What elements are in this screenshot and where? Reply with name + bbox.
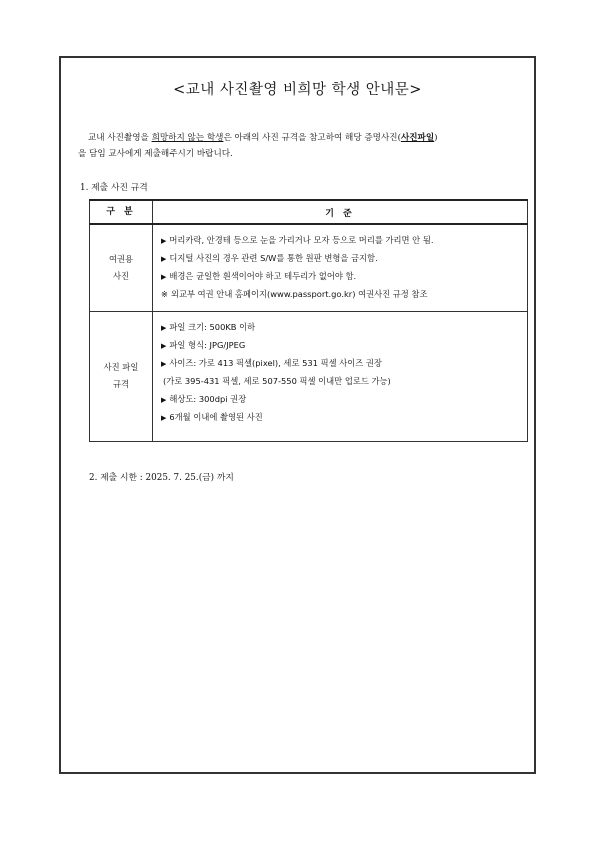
section-1-heading: 1. 제출 사진 규격 xyxy=(80,183,148,193)
criteria-text: 사이즈: 가로 413 픽셀(pixel), 세로 531 픽셀 사이즈 권장 xyxy=(169,357,382,368)
row-category-passport xyxy=(90,224,153,311)
intro-text-suffix: ) xyxy=(434,133,438,143)
intro-line-1 xyxy=(78,130,520,146)
triangle-bullet-icon: ▶ xyxy=(161,323,167,332)
intro-bold-text: 사진파일 xyxy=(400,133,435,143)
criteria-text: 파일 형식: JPG/JPEG xyxy=(169,339,246,350)
triangle-bullet-icon: ▶ xyxy=(161,255,167,263)
criteria-text: 파일 크기: 500KB 이하 xyxy=(169,321,256,332)
criteria-text: 디지털 사진의 경우 관련 S/W를 통한 원판 변형을 금지함. xyxy=(169,253,378,263)
photo-spec-table xyxy=(89,199,528,442)
criteria-item xyxy=(161,231,527,249)
criteria-text: 6개월 이내에 촬영된 사진 xyxy=(169,411,263,422)
triangle-bullet-icon: ▶ xyxy=(161,341,167,350)
reference-mark-icon: ※ xyxy=(161,289,168,299)
criteria-subnote xyxy=(161,372,527,390)
category-line: 사진 파일 xyxy=(103,362,139,372)
criteria-item xyxy=(161,267,527,285)
intro-paragraph xyxy=(78,130,520,162)
criteria-item xyxy=(161,249,527,267)
criteria-text: 해상도: 300dpi 권장 xyxy=(169,393,247,404)
document-title: <교내 사진촬영 비희망 학생 안내문> xyxy=(173,82,422,98)
category-line: 사진 xyxy=(112,270,130,281)
intro-text-prefix: 교내 사진촬영을 xyxy=(88,133,152,143)
row-criteria-passport xyxy=(153,224,528,311)
criteria-item xyxy=(161,336,527,354)
criteria-item xyxy=(161,354,527,372)
intro-line-2: 을 담임 교사에게 제출해주시기 바랍니다. xyxy=(78,149,233,159)
header-category: 구 분 xyxy=(90,200,153,224)
row-category-file xyxy=(90,311,153,441)
intro-underlined-text: 희망하지 않는 학생 xyxy=(151,133,224,143)
criteria-item xyxy=(161,390,527,408)
criteria-item xyxy=(161,408,527,426)
row-criteria-file xyxy=(153,311,528,441)
intro-text-middle: 은 아래의 사진 규격을 참고하여 해당 증명사진( xyxy=(223,133,401,143)
section-2-deadline: 2. 제출 시한 : 2025. 7. 25.(금) 까지 xyxy=(89,473,234,483)
subnote-text: (가로 395-431 픽셀, 세로 507-550 픽셀 이내만 업로드 가능) xyxy=(163,375,391,386)
triangle-bullet-icon: ▶ xyxy=(161,359,167,368)
triangle-bullet-icon: ▶ xyxy=(161,273,167,281)
table-row xyxy=(90,311,528,441)
header-criteria: 기 준 xyxy=(153,200,528,224)
triangle-bullet-icon: ▶ xyxy=(161,395,167,404)
criteria-item xyxy=(161,318,527,336)
category-line: 규격 xyxy=(112,379,130,389)
table-row xyxy=(90,224,528,311)
category-line: 여권용 xyxy=(108,253,134,264)
triangle-bullet-icon: ▶ xyxy=(161,413,167,422)
criteria-text: 머리카락, 안경테 등으로 눈을 가리거나 모자 등으로 머리를 가리면 안 됨. xyxy=(169,235,434,245)
criteria-text: 배경은 균일한 흰색이어야 하고 테두리가 없어야 함. xyxy=(169,271,357,281)
table-header-row xyxy=(90,200,528,224)
triangle-bullet-icon: ▶ xyxy=(161,237,167,245)
note-text: 외교부 여권 안내 홈페이지(www.passport.go.kr) 여권사진 규정 참조 xyxy=(170,289,428,299)
criteria-note xyxy=(161,285,527,303)
